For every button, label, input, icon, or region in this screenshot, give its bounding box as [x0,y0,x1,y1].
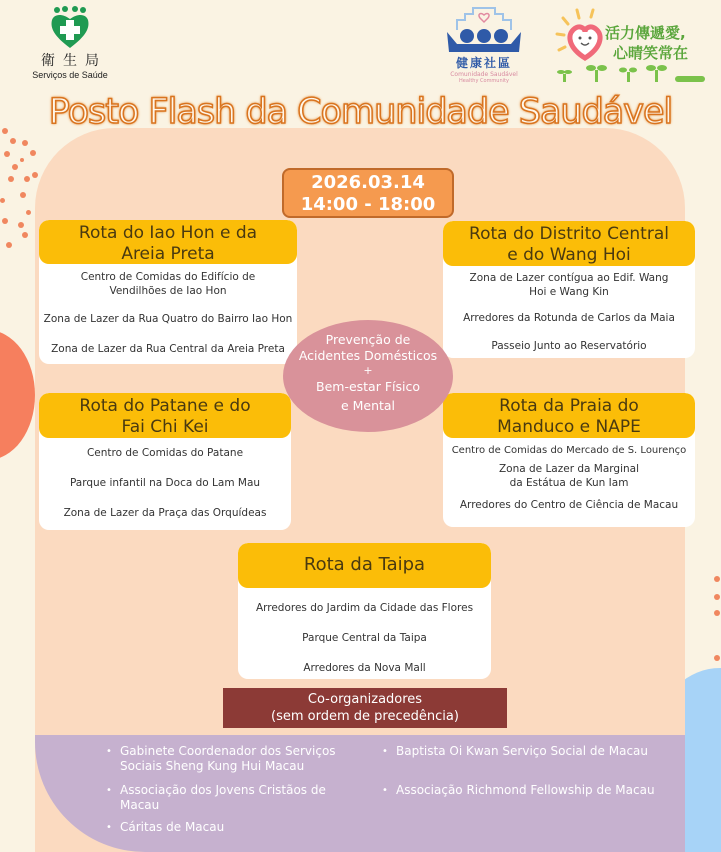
route-location: Centro de Comidas do Patane [86,447,244,459]
coorganizers-heading-line2: (sem ordem de precedência) [271,709,459,724]
logo-middle-portuguese: Comunidade Saudável [450,71,518,78]
slogan-line-1: 活力傳遞愛, [605,24,686,42]
theme-plus: + [363,364,373,377]
healthy-community-icon [443,6,525,54]
route-title-line1: Rota da Praia do [499,396,639,416]
theme-line: Acidentes Domésticos [298,348,438,363]
logo-middle-chinese: 健康社區 [455,56,512,70]
logo-left-chinese: 衛生局 [41,53,107,69]
route-card-patane [39,393,291,530]
route-title-line2: Fai Chi Kei [121,417,209,437]
route-card-iao-hon [39,220,297,364]
route-title-line1: Rota do Patane e do [79,396,251,416]
theme-ellipse [283,320,453,432]
route-location: Centro de Comidas do Edifício de Vendilhões de Iao Hon [80,271,256,297]
route-location: Arredores do Centro de Ciência de Macau [459,499,679,511]
coorganizers-list-right [382,744,702,804]
route-title-line1: Rota do Iao Hon e da [78,223,258,243]
route-location: Arredores da Rotunda de Carlos da Maia [463,312,675,324]
route-title-line1: Rota da Taipa [303,554,426,575]
logo-slogan [555,8,710,84]
route-location: Arredores do Jardim da Cidade das Flores [255,602,474,614]
logo-healthy-community [443,6,525,84]
route-location: Parque Central da Taipa [302,632,427,644]
heart-cross-icon [48,6,92,48]
coorganizer-item: • Associação Richmond Fellowship de Macau [382,783,655,798]
slogan-line-2: 心晴笑常在 [613,44,689,62]
route-title-line2: e do Wang Hoi [507,245,631,265]
route-location: Zona de Lazer da Rua Quatro do Bairro Iao Hon [43,313,293,325]
coorganizer-item: • Cáritas de Macau [106,820,336,835]
route-card-taipa [238,543,491,679]
theme-line: Bem-estar Físico [316,379,420,394]
logo-middle-english: Healthy Community [459,78,509,84]
route-title-line2: Areia Preta [121,244,215,264]
route-location: Zona de Lazer da Rua Central da Areia Preta [51,343,285,355]
coorganizers-list-left [106,744,366,844]
decorative-dots-left [0,120,40,260]
coorganizer-item: • Gabinete Coordenador dos Serviços Sociais Sheng Kung Hui Macau [106,744,346,774]
logo-left-portuguese: Serviços de Saúde [32,70,108,80]
route-location: Arredores da Nova Mall [303,662,426,674]
route-location: Zona de Lazer da Marginal da Estátua de Kun Iam [498,463,640,489]
route-location: Passeio Junto ao Reservatório [491,340,647,352]
route-title-line1: Rota do Distrito Central [469,224,669,244]
route-title [443,221,695,266]
route-title [39,393,291,438]
coorganizer-item: • Associação dos Jovens Cristãos de Macau [106,783,336,813]
route-title [443,393,695,438]
route-location: Zona de Lazer contígua ao Edif. Wang Hoi e Wang Kin [469,272,669,298]
decorative-blob-left [0,330,35,460]
event-datetime [282,168,454,218]
logo-servicos-de-saude [22,6,118,80]
coorganizers-heading-line1: Co-organizadores [307,692,423,707]
coorganizer-item: • Baptista Oi Kwan Serviço Social de Macau [382,744,648,759]
route-card-distrito-central [443,221,695,358]
coorganizers-heading [223,688,507,728]
route-title [39,220,297,264]
route-title [238,543,491,588]
theme-line: Prevenção de [325,332,411,347]
route-card-praia-manduco [443,393,695,527]
route-title-line2: Manduco e NAPE [497,417,641,437]
theme-line: e Mental [340,398,396,413]
route-location: Parque infantil na Doca do Lam Mau [69,477,261,489]
route-location: Zona de Lazer da Praça das Orquídeas [63,507,267,519]
event-time: 14:00 - 18:00 [300,194,436,215]
page-title: Posto Flash da Comunidade Saudável [48,92,673,132]
route-location: Centro de Comidas do Mercado de S. Lourenço [451,445,687,456]
event-date: 2026.03.14 [311,172,425,193]
